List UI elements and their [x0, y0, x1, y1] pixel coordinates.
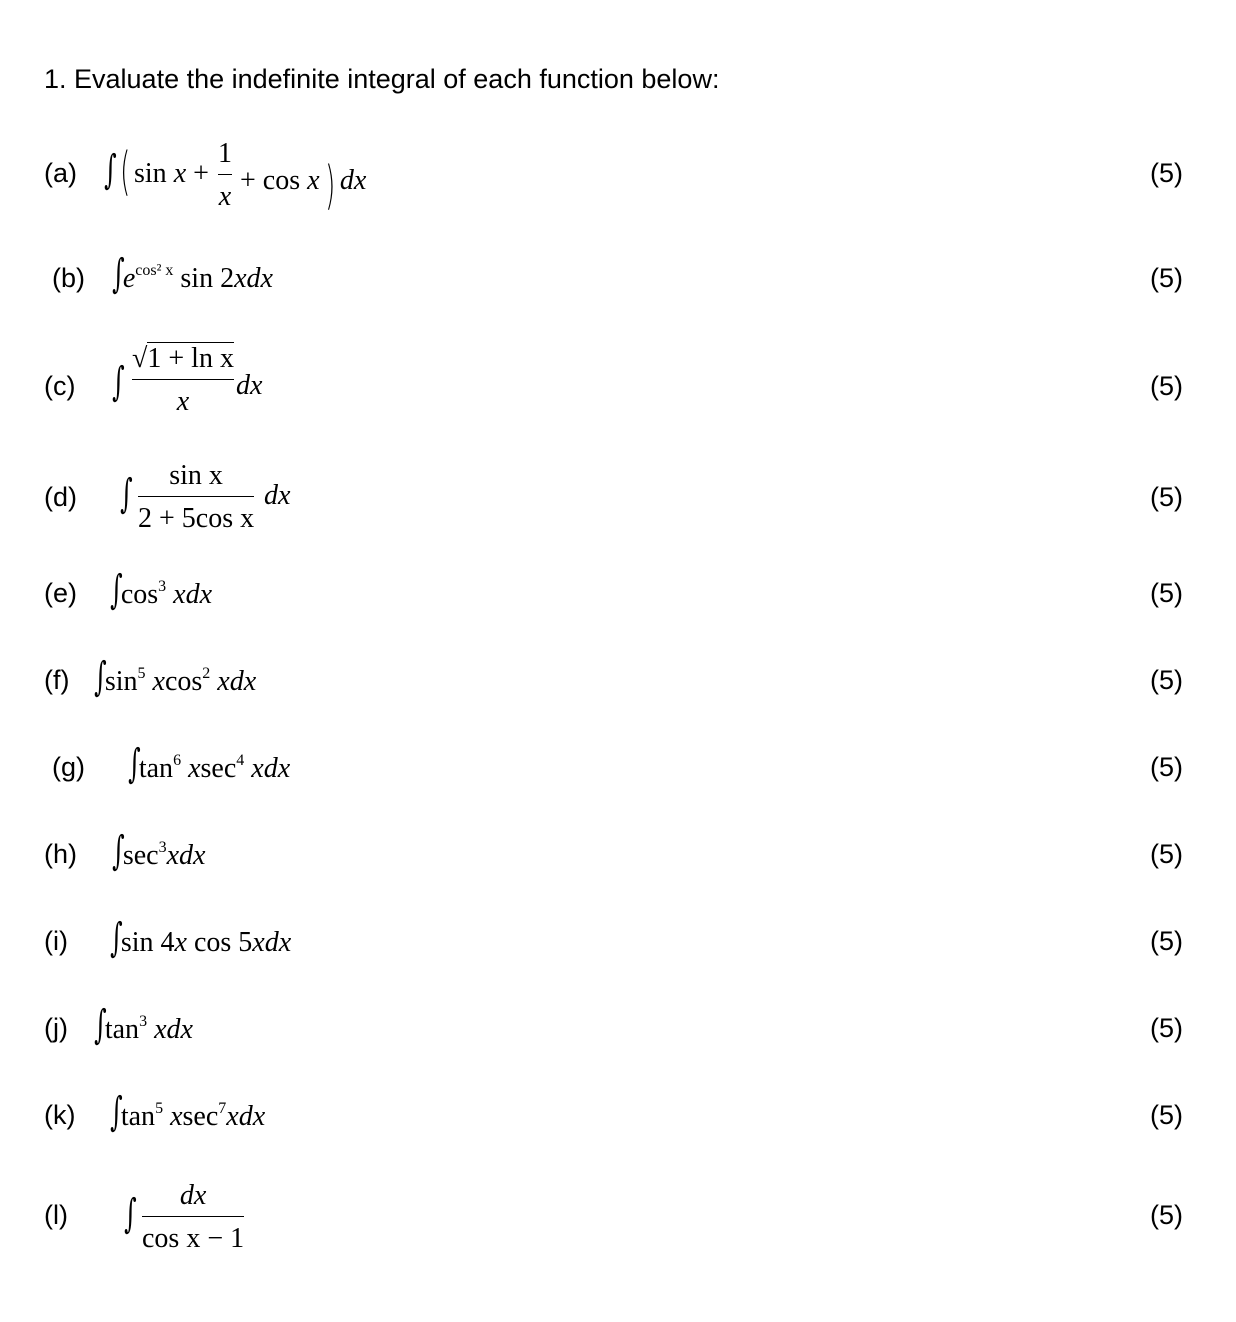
item-c-integral [108, 359, 125, 405]
item-i-label: (i) [44, 926, 68, 956]
question-heading: 1. Evaluate the indefinite integral of each function below: [44, 64, 720, 94]
item-g-label: (g) [52, 752, 85, 782]
item-f-label: (f) [44, 665, 70, 695]
integral-sign: ∫ [124, 1191, 137, 1237]
item-d-label: (d) [44, 482, 77, 512]
integral-sign: ∫ [94, 654, 107, 700]
numerator: sin x [169, 460, 223, 491]
fraction-bar [218, 174, 232, 175]
item-e-points: (5) [1150, 578, 1183, 608]
item-c-dx: dx [236, 370, 263, 401]
fraction-bar [142, 1216, 244, 1217]
item-l-points: (5) [1150, 1200, 1183, 1230]
integral-sign: ∫ [112, 828, 125, 874]
sqrt-sign: √ [132, 343, 148, 374]
item-k-expression: $\int\tan^5$ xsec$^7$xdx [110, 1089, 266, 1135]
denominator: cos x − 1 [142, 1223, 245, 1254]
integral-sign: ∫ [94, 1002, 107, 1048]
item-b-label: (b) [52, 263, 85, 293]
item-k-label: (k) [44, 1100, 76, 1130]
item-j-expression: $\int\tan^3$ xdx [94, 1002, 193, 1048]
item-c-fraction [132, 342, 234, 416]
integral-sign: ∫ [112, 251, 125, 297]
denominator: x [218, 181, 232, 212]
integral-sign: ∫ [112, 359, 125, 405]
item-a-points: (5) [1150, 158, 1183, 188]
item-l-label: (l) [44, 1200, 68, 1230]
left-paren: ( [119, 142, 131, 202]
numerator: 1 [218, 138, 232, 169]
fraction-bar [138, 496, 254, 497]
item-l-fraction [142, 1182, 244, 1253]
item-g-points: (5) [1150, 752, 1183, 782]
numerator: √1 + ln x [132, 343, 234, 374]
denominator: x [176, 386, 190, 417]
item-a-fraction [218, 140, 232, 211]
numerator: dx [179, 1180, 207, 1211]
item-c-points: (5) [1150, 371, 1183, 401]
item-f-points: (5) [1150, 665, 1183, 695]
item-h-expression: $\int\sec^3xdx$ [112, 828, 206, 874]
item-b-points: (5) [1150, 263, 1183, 293]
item-e-label: (e) [44, 578, 77, 608]
item-l-integral [120, 1191, 137, 1237]
item-d-points: (5) [1150, 482, 1183, 512]
item-a-label: (a) [44, 158, 77, 188]
integral-sign: ∫ [110, 1089, 123, 1135]
item-a-term1: sin x + [134, 158, 209, 189]
item-h-points: (5) [1150, 839, 1183, 869]
item-d-fraction [138, 462, 254, 533]
item-d-integral [116, 471, 133, 517]
item-f-expression: $\int\sin^5$ xcos$^2$ xdx [94, 654, 257, 700]
item-j-label: (j) [44, 1013, 68, 1043]
item-e-expression: $\int\cos^3$ xdx [110, 567, 213, 613]
integral-sign: ∫ [110, 915, 123, 961]
item-j-points: (5) [1150, 1013, 1183, 1043]
item-h-label: (h) [44, 839, 77, 869]
item-c-label: (c) [44, 371, 76, 401]
item-g-expression: $\int\tan^6$ xsec$^4$ xdx [128, 741, 291, 787]
item-i-expression: ∫sin 4x cos 5xdx [110, 915, 292, 961]
item-a-term2: + cos x) dx [240, 156, 367, 216]
item-i-points: (5) [1150, 926, 1183, 956]
item-a-expression [100, 142, 135, 202]
item-k-points: (5) [1150, 1100, 1183, 1130]
right-paren: ) [324, 156, 335, 216]
integral-sign: ∫ [104, 147, 117, 193]
integral-sign: ∫ [120, 471, 133, 517]
item-b-expression: $\int e^{cos^2 x}$ sin 2xdx [112, 251, 273, 297]
denominator: 2 + 5cos x [138, 503, 255, 534]
integral-sign: ∫ [110, 567, 123, 613]
integral-sign: ∫ [128, 741, 141, 787]
item-d-dx: dx [264, 480, 291, 511]
fraction-bar [132, 379, 234, 380]
